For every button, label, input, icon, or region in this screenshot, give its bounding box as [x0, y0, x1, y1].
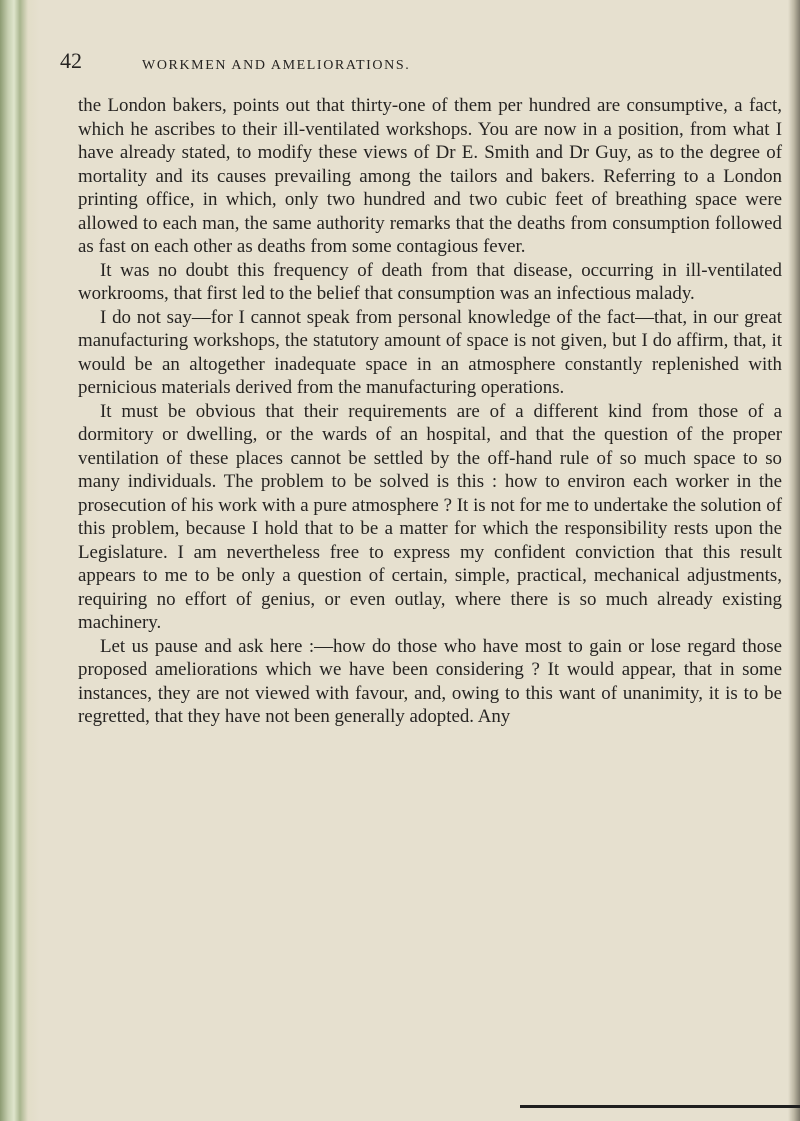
book-page — [60, 48, 788, 1108]
running-title: WORKMEN AND AMELIORATIONS. — [142, 58, 411, 73]
page-number: 42 — [60, 48, 82, 73]
page-body — [78, 94, 782, 729]
page-header — [60, 48, 788, 84]
page-right-edge — [788, 0, 800, 1121]
paragraph-3: I do not say—for I cannot speak from personal knowledge of the fact—that, in our great manufacturing workshops, the statutory amount of space is not given, but I do affirm, that, it would be an altogether inadequate space in an atmosphere constantly replenished with pernicious materials derived from the manufacturing operations. — [78, 306, 782, 398]
book-binding-edge — [0, 0, 40, 1121]
paragraph-5: Let us pause and ask here :—how do those who have most to gain or lose regard those proposed ameliorations which we have been considering ? It would appear, that in some instances, they are not viewed with favour, and, owing to this want of unanimity, it is to be regretted, that they have not been generally adopted. Any — [78, 635, 782, 727]
paragraph-2: It was no doubt this frequency of death from that disease, occurring in ill-ventilated workrooms, that first led to the belief that consumption was an infectious malady. — [78, 259, 782, 304]
paragraph-1: the London bakers, points out that thirty-one of them per hundred are consumptive, a fact, which he ascribes to their ill-ventilated workshops. You are now in a position, from what I have already stated, to modify these views of Dr E. Smith and Dr Guy, as to the degree of mortality and its causes prevailing among the tailors and bakers. Referring to a London printing office, in which, only two hundred and two cubic feet of breathing space were allowed to each man, the same authority remarks that the deaths from consumption followed as fast on each other as deaths from some contagious fever. — [78, 95, 782, 257]
paragraph-4: It must be obvious that their requirements are of a different kind from those of a dormitory or dwelling, or the wards of an hospital, and that the question of the proper ventilation of these places cannot be settled by the off-hand rule of so much space to so many individuals. The problem to be solved is this : how to environ each worker in the prosecution of his work with a pure atmosphere ? It is not for me to undertake the solution of this problem, because I hold that to be a matter for which the responsibility rests upon the Legislature. I am nevertheless free to express my confident conviction that this result appears to me to be only a question of certain, simple, practical, mechanical adjustments, requiring no effort of genius, or even outlay, where there is so much already existing machinery. — [78, 400, 782, 633]
